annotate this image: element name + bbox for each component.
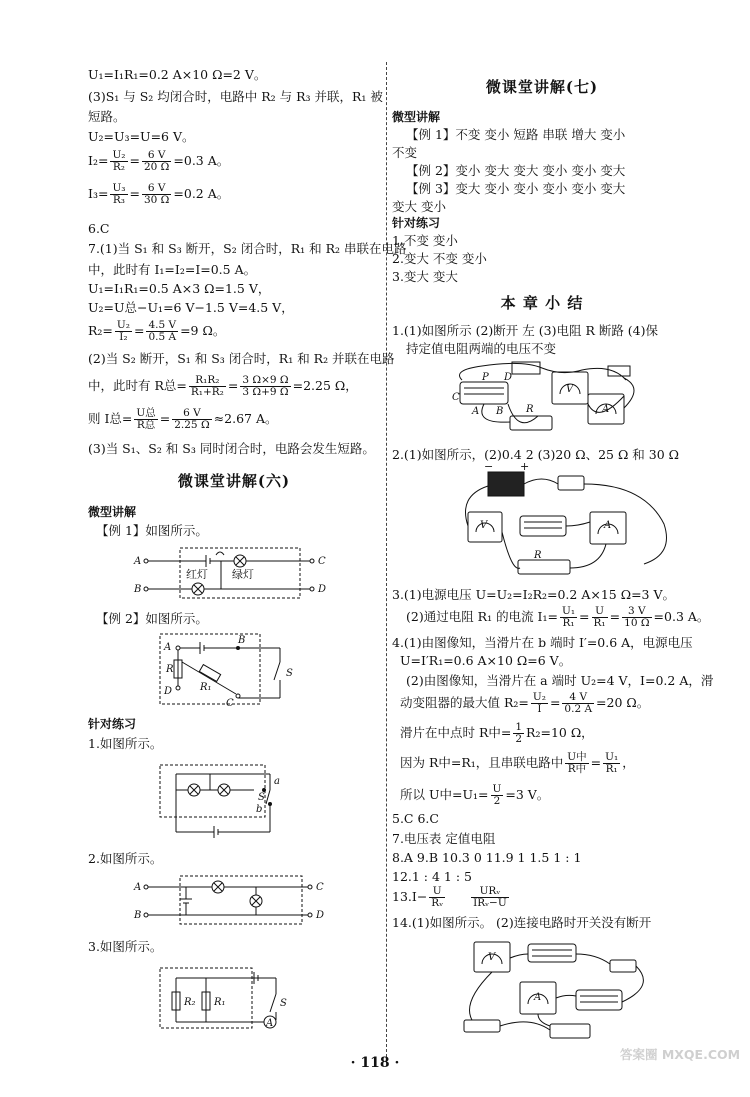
terminal-b-label: B (134, 910, 142, 921)
text-line: 不变 (392, 145, 418, 160)
text-line: 12.1 : 4 1 : 5 (392, 869, 472, 884)
subsection-title: 微型讲解 (392, 110, 441, 124)
text-line: 14.(1)如图所示。 (2)连接电路时开关没有断开 (392, 915, 652, 930)
text-line: U₂=U₃=U=6 V。 (88, 129, 195, 144)
ammeter-label: A (266, 1018, 274, 1029)
formula-line: 滑片在中点时 R中= $\frac{1}{2}$ R₂=10 Ω， (400, 721, 594, 745)
text-line: U=I′R₁=0.6 A×10 Ω=6 V。 (400, 653, 572, 668)
page-number: · 118 · (350, 1055, 400, 1071)
text-line: 5.C 6.C (392, 811, 439, 826)
terminal-a-label: A (134, 882, 142, 893)
resistor-r2-label: R₂ (184, 997, 196, 1008)
contact-b-label: b (256, 804, 263, 815)
switch-label: S (280, 998, 287, 1009)
formula-line: 所以 U中=U₁= $\frac{U}{2}$ =3 V。 (400, 783, 550, 807)
apparatus-figure-1 (392, 358, 692, 440)
text-line: 【例 2】如图所示。 (96, 611, 208, 626)
text-line: 1.(1)如图所示 (2)断开 左 (3)电阻 R 断路 (4)保 (392, 323, 659, 338)
voltmeter-label: V (488, 952, 496, 963)
switch-label: S (286, 668, 293, 679)
formula-line: R₂= $\frac{\text{U₂}}{\text{I₂}}$ = $\frac{4.5 V}{0.5 A}$ =9 Ω。 (88, 319, 226, 343)
battery-minus: − (484, 460, 494, 473)
terminal-b-label: B (496, 406, 504, 417)
formula-line: 则 I总= $\frac{\text{U总}}{\text{R总}}$ = $\frac{6 V}{2.25 \Omega}$ ≈2.67 A。 (88, 407, 278, 431)
text-line: 【例 2】变小 变大 变大 变小 变小 变大 (406, 163, 626, 178)
terminal-a-label: A (164, 642, 172, 653)
resistor-label: R (534, 550, 542, 561)
formula-line: I₂= $\frac{\text{U₂}}{\text{R₂}}$ = $\frac{6 V}{20 \Omega}$ =0.3 A。 (88, 149, 230, 173)
text-line: 8.A 9.B 10.3 0 11.9 1 1.5 1 : 1 (392, 850, 582, 865)
terminal-b-label: B (134, 584, 142, 595)
section-title: 本 章 小 结 (500, 294, 584, 312)
slider-p-label: P (482, 372, 489, 383)
terminal-c-label: C (318, 556, 326, 567)
section-title: 微课堂讲解(六) (177, 472, 291, 490)
green-lamp-label: 绿灯 (232, 568, 254, 581)
circuit-diagram-p3 (88, 960, 328, 1035)
text-line: U₁=I₁R₁=0.2 A×10 Ω=2 V。 (88, 67, 267, 82)
circuit-diagram-ex2 (88, 632, 328, 707)
circuit-diagram-ex1 (88, 545, 328, 600)
text-line: (3)当 S₁、S₂ 和 S₃ 同时闭合时，电路会发生短路。 (88, 441, 375, 456)
text-line: 2.(1)如图所示，(2)0.4 2 (3)20 Ω、25 Ω 和 30 Ω (392, 447, 679, 462)
formula-line: 因为 R中=R₁，且串联电路中 $\frac{\text{U中}}{\text{R中}}$ = $\frac{\text{U₁}}{\text{R₁}}$ ， (400, 751, 635, 775)
text-line: (3)S₁ 与 S₂ 均闭合时，电路中 R₂ 与 R₃ 并联，R₁ 被 (88, 89, 383, 104)
apparatus-figure-3 (392, 932, 692, 1042)
terminal-d-label: D (318, 584, 327, 595)
contact-a-label: a (274, 776, 280, 787)
formula-line: 13.I− $\frac{U}{\text{Rᵥ}}$ $\frac{\text{URᵥ}}{\text{IRᵥ−U}}$ (392, 885, 507, 909)
subsection-title: 针对练习 (392, 216, 441, 230)
terminal-d-label: D (504, 372, 513, 383)
voltmeter-label: V (480, 520, 488, 531)
resistor-r1-label: R₁ (214, 997, 226, 1008)
terminal-c-label: C (452, 392, 460, 403)
apparatus-figure-2 (392, 462, 692, 582)
red-lamp-label: 红灯 (186, 568, 208, 581)
circuit-diagram-p2 (88, 873, 328, 928)
column-divider (386, 62, 388, 1062)
formula-line: (2)通过电阻 R₁ 的电流 I₁= $\frac{\text{U₁}}{\text{R₁}}$ = $\frac{U}{\text{R₁}}$ = $\frac{3 V}{10 \Omega}$ =0.3 A。 (406, 605, 710, 629)
ammeter-label: A (604, 520, 612, 531)
terminal-d-label: D (316, 910, 325, 921)
terminal-b-label: B (238, 635, 246, 646)
text-line: 6.C (88, 221, 110, 236)
battery-plus: + (520, 460, 530, 473)
text-line: 3.如图所示。 (88, 939, 163, 954)
resistor-r-label: R (166, 664, 174, 675)
text-line: 【例 3】变大 变小 变小 变小 变小 变大 (406, 181, 626, 196)
terminal-a-label: A (472, 406, 480, 417)
text-line: 持定值电阻两端的电压不变 (406, 341, 557, 356)
resistor-label: R (526, 404, 534, 415)
text-line: 变大 变小 (392, 199, 446, 214)
text-line: 中，此时有 I₁=I₂=I=0.5 A。 (88, 262, 257, 277)
subsection-title: 微型讲解 (88, 505, 137, 519)
text-line: 2.如图所示。 (88, 851, 163, 866)
text-line: (2)当 S₂ 断开，S₁ 和 S₃ 闭合时，R₁ 和 R₂ 并联在电路 (88, 351, 395, 366)
formula-line: 中，此时有 R总= $\frac{\text{R₁R₂}}{\text{R₁+R₂}}$ = $\frac{3 \Omega\times 9 \Omega}{3 \Omega+9 \Omega}$ =2.25 Ω， (88, 374, 358, 398)
ammeter-label: A (534, 992, 542, 1003)
section-title: 微课堂讲解(七) (485, 78, 599, 96)
ammeter-label: A (602, 404, 610, 415)
terminal-a-label: A (134, 556, 142, 567)
text-line: 2.变大 不变 变小 (392, 251, 487, 266)
voltmeter-label: V (566, 384, 574, 395)
text-line: 1.如图所示。 (88, 736, 163, 751)
subsection-title: 针对练习 (88, 717, 137, 731)
terminal-d-label: D (164, 686, 173, 697)
switch-label: S (258, 792, 265, 803)
text-line: 4.(1)由图像知，当滑片在 b 端时 I′=0.6 A，电源电压 (392, 635, 693, 650)
circuit-diagram-p1 (88, 760, 328, 840)
formula-line: 动变阻器的最大值 R₂= $\frac{\text{U₂}}{I}$ = $\frac{4 V}{0.2 A}$ =20 Ω。 (400, 691, 650, 715)
formula-line: I₃= $\frac{\text{U₃}}{\text{R₃}}$ = $\frac{6 V}{30 \Omega}$ =0.2 A。 (88, 182, 230, 206)
text-line: U₁=I₁R₁=0.5 A×3 Ω=1.5 V， (88, 281, 271, 296)
watermark-logo: 答案圈 MXQE.COM (620, 1047, 741, 1062)
text-line: U₂=U总−U₁=6 V−1.5 V=4.5 V， (88, 300, 294, 315)
text-line: 1.不变 变小 (392, 233, 458, 248)
text-line: 7.电压表 定值电阻 (392, 831, 496, 846)
text-line: (2)由图像知，当滑片在 a 端时 U₂=4 V，I=0.2 A，滑 (406, 673, 714, 688)
resistor-r1-label: R₁ (200, 682, 212, 693)
text-line: 7.(1)当 S₁ 和 S₃ 断开，S₂ 闭合时，R₁ 和 R₂ 串联在电路 (88, 241, 407, 256)
text-line: 短路。 (88, 109, 126, 124)
text-line: 【例 1】如图所示。 (96, 523, 208, 538)
text-line: 【例 1】不变 变小 短路 串联 增大 变小 (406, 127, 626, 142)
text-line: 3.变大 变大 (392, 269, 458, 284)
terminal-c-label: C (316, 882, 324, 893)
text-line: 3.(1)电源电压 U=U₂=I₂R₂=0.2 A×15 Ω=3 V。 (392, 587, 676, 602)
terminal-c-label: C (226, 698, 234, 709)
